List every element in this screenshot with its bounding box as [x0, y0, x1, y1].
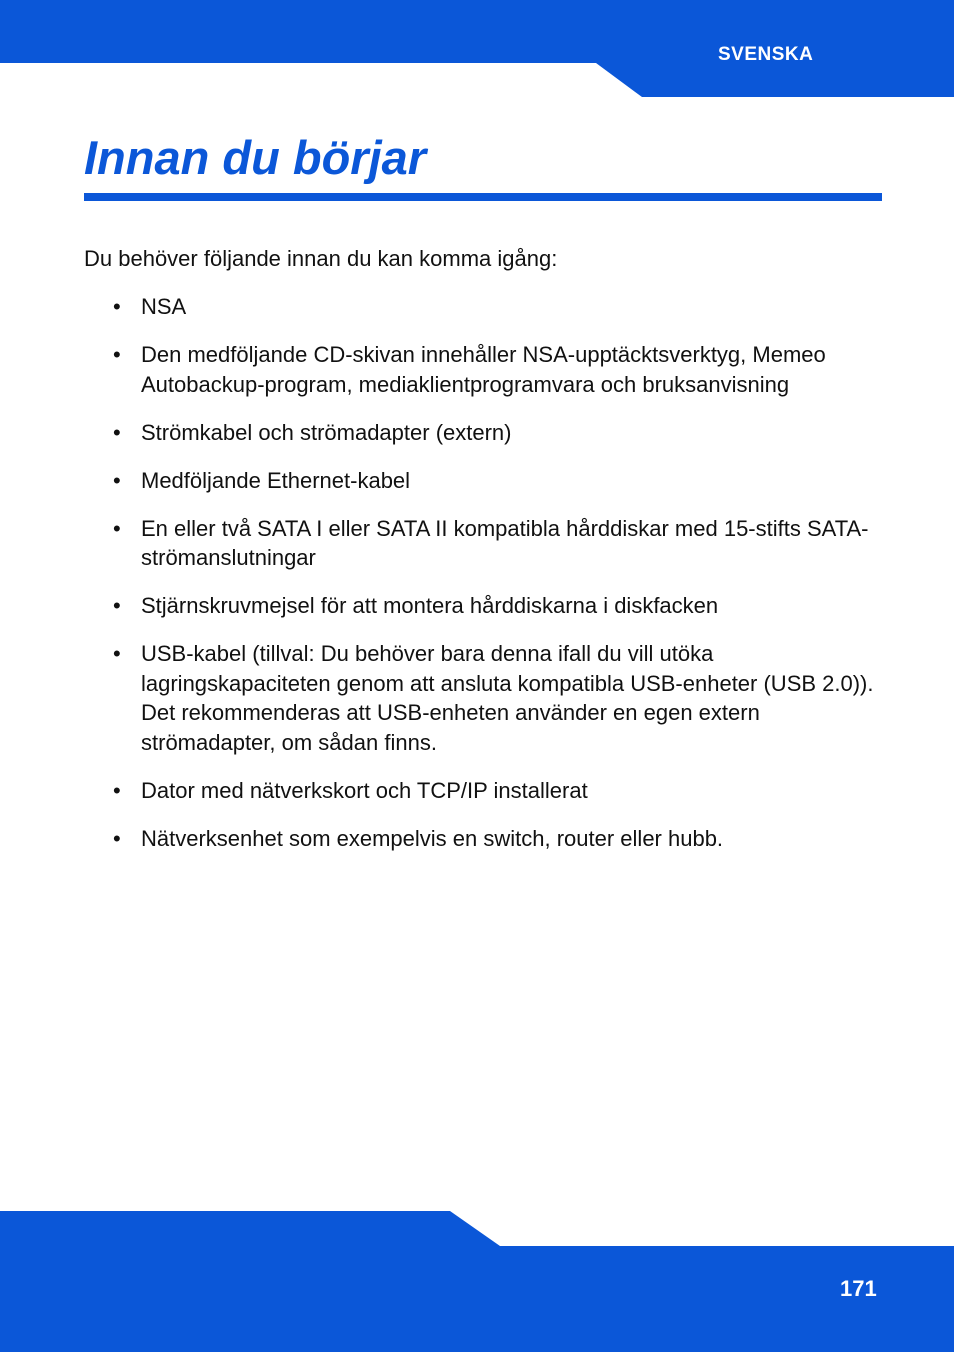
list-item: [113, 776, 893, 806]
list-item-text: NSA: [141, 294, 187, 319]
list-item-text: Stjärnskruvmejsel för att montera hårddiskarna i diskfacken: [141, 593, 719, 618]
bullet: •: [113, 593, 121, 618]
list-item-text: Den medföljande CD-skivan innehåller NSA-upptäcktsverktyg, Memeo Autobackup-program, mediaklientprogramvara och bruksanvisning: [141, 342, 826, 397]
list-item-text: USB-kabel (tillval: Du behöver bara denna ifall du vill utöka lagringskapaciteten genom att ansluta kompatibla USB-enheter (USB 2.0)). Det rekommenderas att USB-enheten använder en egen extern strömadapter, om sådan finns.: [141, 641, 874, 755]
list-item: [113, 824, 893, 854]
page-title: Innan du börjar: [84, 131, 427, 184]
list-item: [113, 340, 893, 399]
list-item: [113, 466, 893, 496]
bullet: •: [113, 641, 121, 666]
title-underline: [84, 193, 882, 201]
bullet: •: [113, 825, 121, 851]
page-number: 171: [840, 1276, 877, 1301]
requirements-list: [113, 292, 893, 872]
bullet: •: [113, 294, 121, 319]
bullet: •: [113, 515, 121, 541]
list-item-text: Medföljande Ethernet-kabel: [141, 467, 411, 493]
list-item-text: Dator med nätverkskort och TCP/IP installerat: [141, 777, 588, 803]
footer-band-shape: [0, 1211, 954, 1352]
list-item: [113, 514, 893, 573]
list-item-text: Strömkabel och strömadapter (extern): [141, 419, 512, 445]
bullet: •: [113, 419, 121, 445]
list-item-text: Nätverksenhet som exempelvis en switch, router eller hubb.: [141, 825, 724, 851]
bullet: •: [113, 467, 121, 493]
list-item: [113, 418, 893, 448]
list-item-text: En eller två SATA I eller SATA II kompatibla hårddiskar med 15-stifts SATA-strömanslutningar: [141, 515, 869, 570]
list-item: [113, 591, 893, 621]
list-item: [113, 639, 893, 757]
bullet: •: [113, 342, 121, 367]
footer-band: [0, 1211, 954, 1352]
bullet: •: [113, 777, 121, 803]
language-label: SVENSKA: [718, 44, 814, 65]
intro-text: Du behöver följande innan du kan komma igång:: [84, 246, 558, 271]
list-item: [113, 292, 893, 322]
